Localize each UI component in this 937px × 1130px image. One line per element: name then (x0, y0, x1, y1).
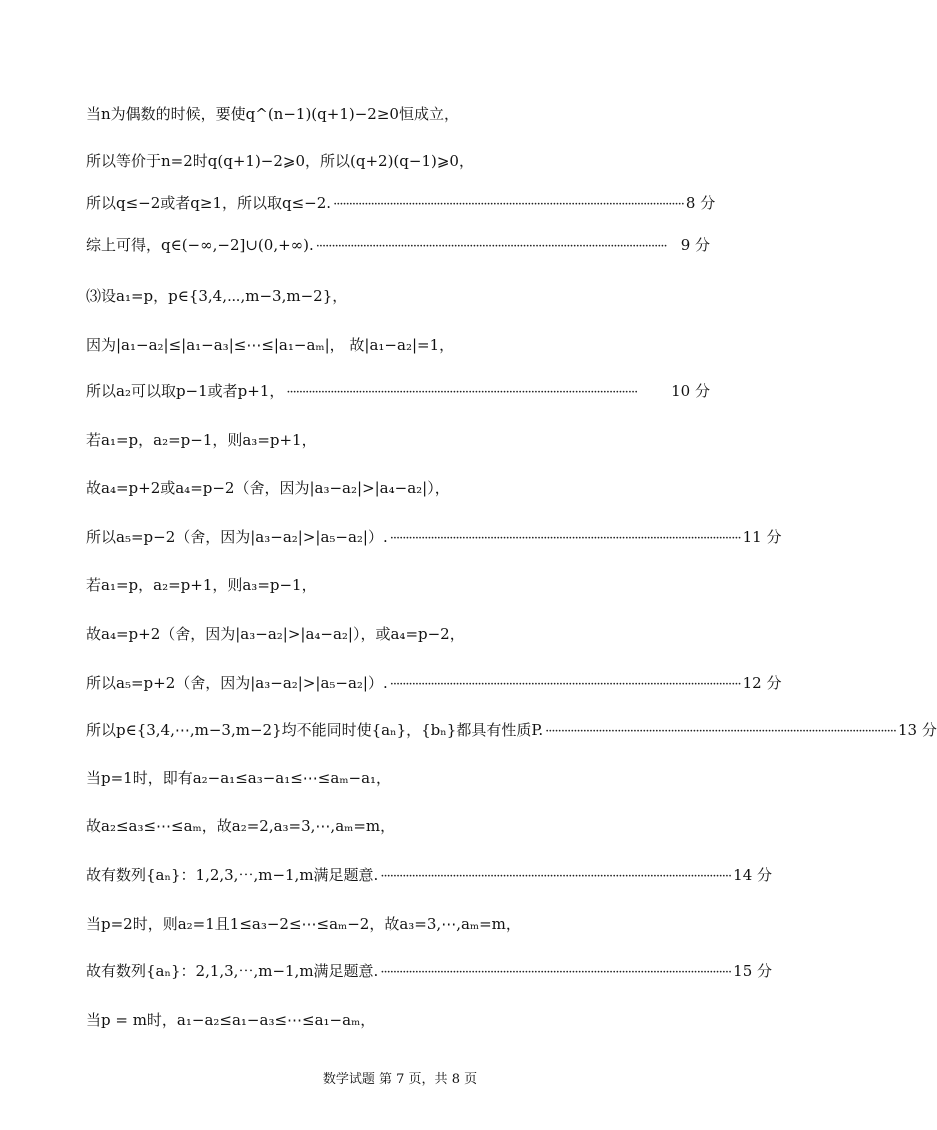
line-text: 若a₁=p，a₂=p−1，则a₃=p+1， (86, 431, 317, 449)
dot-leader: ················································································································ (286, 385, 638, 400)
text-line-16 (86, 815, 710, 837)
text-line-13 (86, 672, 782, 696)
text-line-2 (86, 150, 710, 172)
line-text: 所以a₅=p+2（舍，因为|a₃−a₂|>|a₅−a₂|）. (86, 674, 388, 692)
score-label: 13 分 (897, 721, 937, 739)
score-label: 9 分 (680, 236, 710, 254)
text-line-10 (86, 526, 782, 550)
text-line-1 (86, 103, 710, 125)
dot-leader: ················································································································ (545, 724, 896, 739)
score-label: 8 分 (685, 194, 716, 212)
line-text: 故a₄=p+2（舍，因为|a₃−a₂|>|a₄−a₂|），或a₄=p−2， (86, 625, 465, 643)
score-label: 10 分 (671, 382, 710, 400)
text-line-8 (86, 429, 710, 451)
page-footer: 数学试题 第 7 页，共 8 页 (322, 1072, 478, 1087)
line-text: 所以p∈{3,4,⋯,m−3,m−2}均不能同时使{aₙ}，{bₙ}都具有性质P. (86, 721, 544, 739)
text-line-17 (86, 864, 773, 888)
line-text: 故有数列{aₙ}：1,2,3,⋯,m−1,m满足题意. (86, 866, 379, 884)
line-text: 故a₂≤a₃≤⋯≤aₘ，故a₂=2,a₃=3,⋯,aₘ=m， (86, 817, 396, 835)
text-line-15 (86, 767, 710, 789)
text-line-6 (86, 334, 710, 356)
line-text: 因为|a₁−a₂|≤|a₁−a₃|≤⋯≤|a₁−aₘ|， 故|a₁−a₂|=1， (86, 336, 455, 354)
dot-leader: ················································································································ (389, 677, 741, 692)
text-line-14 (86, 719, 937, 743)
text-line-19 (86, 960, 773, 984)
text-line-4 (86, 234, 710, 258)
text-line-18 (86, 913, 710, 935)
score-label: 11 分 (742, 528, 782, 546)
text-line-20 (86, 1009, 710, 1031)
line-text: 综上可得，q∈(−∞,−2]∪(0,+∞). (86, 236, 314, 254)
line-text: 所以a₂可以取p−1或者p+1， (86, 382, 285, 400)
line-text: 所以a₅=p−2（舍，因为|a₃−a₂|>|a₅−a₂|）. (86, 528, 388, 546)
dot-leader: ················································································································ (389, 531, 741, 546)
text-line-5 (86, 285, 710, 307)
dot-leader: ················································································································ (380, 869, 732, 884)
line-text: 所以等价于n=2时q(q+1)−2⩾0，所以(q+2)(q−1)⩾0， (86, 152, 474, 170)
line-text: 故a₄=p+2或a₄=p−2（舍，因为|a₃−a₂|>|a₄−a₂|）， (86, 479, 450, 497)
text-line-7 (86, 380, 710, 404)
line-text: 故有数列{aₙ}：2,1,3,⋯,m−1,m满足题意. (86, 962, 379, 980)
score-label: 14 分 (733, 866, 773, 884)
line-text: 当p = m时，a₁−a₂≤a₁−a₃≤⋯≤a₁−aₘ， (86, 1011, 376, 1029)
line-text: 当p=2时，则a₂=1且1≤a₃−2≤⋯≤aₘ−2，故a₃=3,⋯,aₘ=m， (86, 915, 521, 933)
dot-leader: ················································································································ (380, 965, 732, 980)
line-text: 当n为偶数的时候，要使q^(n−1)(q+1)−2≥0恒成立， (86, 105, 459, 123)
line-text: ⑶设a₁=p，p∈{3,4,⋯,m−3,m−2}， (86, 287, 348, 305)
line-text: 所以q≤−2或者q≥1，所以取q≤−2. (86, 194, 332, 212)
text-line-9 (86, 477, 710, 499)
score-label: 12 分 (742, 674, 782, 692)
score-label: 15 分 (733, 962, 773, 980)
text-line-12 (86, 623, 710, 645)
text-line-11 (86, 574, 710, 596)
text-line-3 (86, 192, 716, 216)
line-text: 若a₁=p，a₂=p+1，则a₃=p−1， (86, 576, 317, 594)
dot-leader: ················································································································ (315, 239, 667, 254)
dot-leader: ················································································································ (333, 197, 684, 212)
line-text: 当p=1时，即有a₂−a₁≤a₃−a₁≤⋯≤aₘ−a₁， (86, 769, 392, 787)
